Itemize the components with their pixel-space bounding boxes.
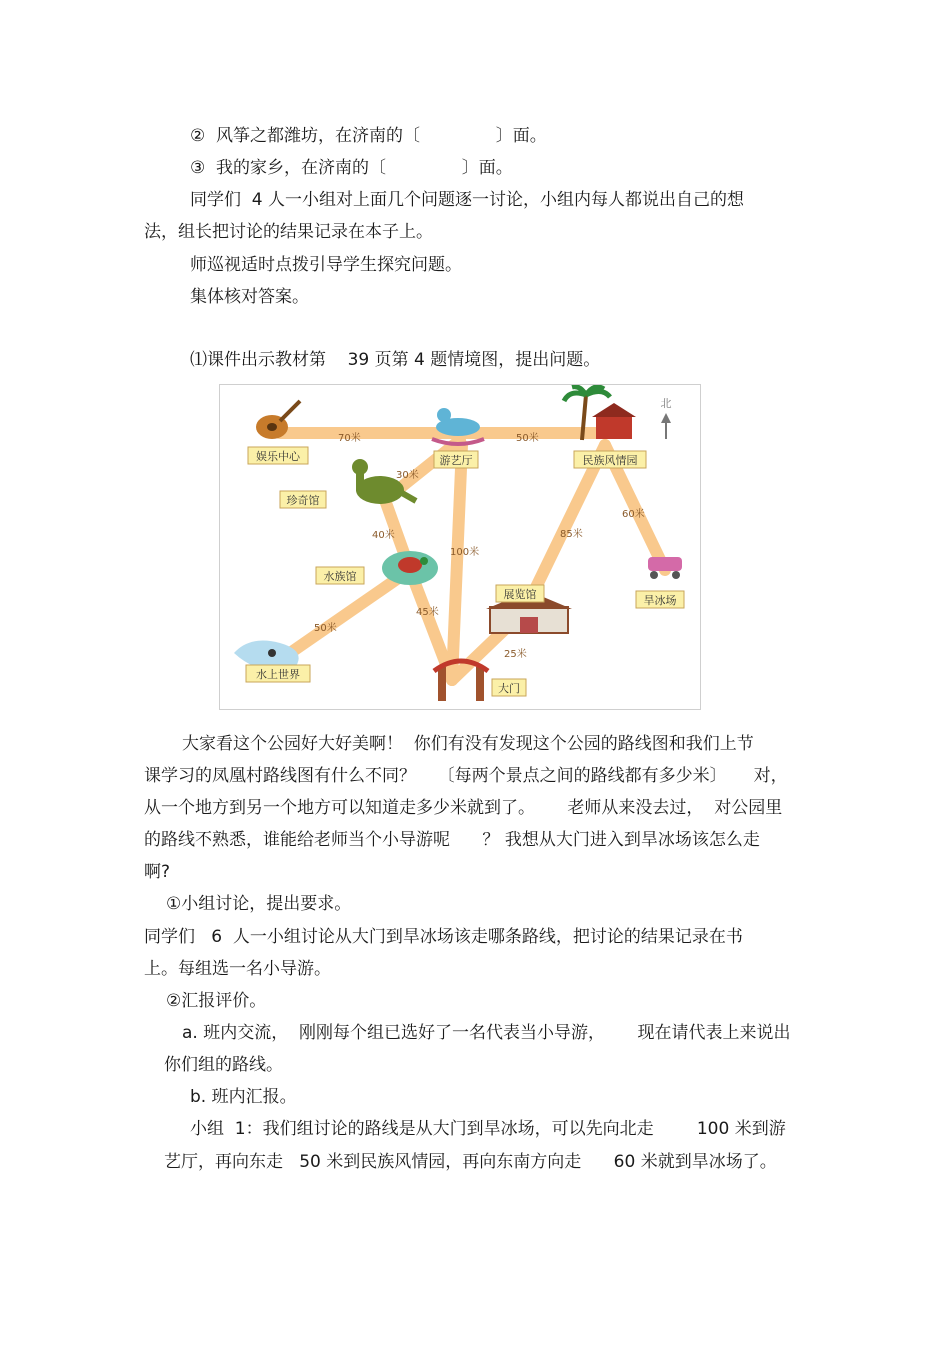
text-line: 啊? [144, 862, 171, 882]
place-label-folk: 民族风情园 [582, 454, 638, 467]
park-route-map-svg [220, 385, 700, 709]
text-line: ② 风筝之都潍坊，在济南的〔 〕面。 [190, 126, 547, 146]
text-line: 法，组长把讨论的结果记录在本子上。 [144, 222, 433, 242]
text-line: 同学们 4 人一小组对上面几个问题逐一讨论，小组内每人都说出自己的想 [190, 190, 745, 210]
distance-label: 100米 [450, 547, 480, 558]
distance-label: 50米 [314, 623, 337, 634]
text-line: 小组 1：我们组讨论的路线是从大门到旱冰场，可以先向北走 100 米到游 [190, 1119, 786, 1139]
text-line: 大家看这个公园好大好美啊！ 你们有没有发现这个公园的路线图和我们上节 [182, 734, 754, 754]
north-arrowhead-icon [661, 413, 671, 423]
text-line: 同学们 6 人一小组讨论从大门到旱冰场该走哪条路线，把讨论的结果记录在书 [144, 927, 743, 947]
place-label-gate: 大门 [498, 682, 520, 695]
place-label-skating: 旱冰场 [643, 594, 677, 607]
place-label-water-world: 水上世界 [256, 668, 300, 681]
place-label-aquarium: 水族馆 [323, 570, 357, 583]
text-line: ②汇报评价。 [166, 991, 267, 1011]
distance-label: 50米 [516, 433, 539, 444]
north-label: 北 [660, 397, 672, 410]
text-line: 你们组的路线。 [164, 1055, 283, 1075]
text-line: ①小组讨论，提出要求。 [166, 894, 352, 914]
distance-label: 40米 [372, 530, 395, 541]
text-line: ③ 我的家乡，在济南的〔 〕面。 [190, 158, 513, 178]
distance-label: 60米 [622, 509, 645, 520]
text-line: 的路线不熟悉，谁能给老师当个小导游呢 ？ 我想从大门进入到旱冰场该怎么走 [144, 830, 760, 850]
text-line: ⑴课件出示教材第 39 页第 4 题情境图，提出问题。 [190, 350, 601, 370]
place-label-curio: 珍奇馆 [286, 494, 320, 507]
distance-label: 70米 [338, 433, 361, 444]
place-label-exhibition: 展览馆 [503, 588, 537, 601]
place-label-entertainment: 娱乐中心 [256, 450, 300, 463]
text-line: 课学习的凤凰村路线图有什么不同？ 〔每两个景点之间的路线都有多少米〕 对， [144, 766, 788, 786]
text-line: 艺厅，再向东走 50 米到民族风情园，再向东南方向走 60 米就到旱冰场了。 [164, 1152, 777, 1172]
text-line: 师巡视适时点拨引导学生探究问题。 [190, 255, 462, 275]
turtle-pond-icon [382, 551, 438, 585]
park-route-map [219, 384, 701, 710]
text-line: b. 班内汇报。 [190, 1087, 297, 1107]
distance-label: 45米 [416, 607, 439, 618]
place-label-arcade: 游艺厅 [439, 454, 473, 467]
distance-label: 85米 [560, 529, 583, 540]
distance-label: 25米 [504, 649, 527, 660]
road-arcade-gate [452, 445, 462, 680]
distance-label: 30米 [396, 470, 419, 481]
text-line: a. 班内交流， 刚刚每个组已选好了一名代表当小导游， 现在请代表上来说出 [182, 1023, 791, 1043]
text-line: 集体核对答案。 [190, 287, 309, 307]
text-line: 上。每组选一名小导游。 [144, 959, 331, 979]
text-line: 从一个地方到另一个地方可以知道走多少米就到了。 老师从来没去过， 对公园里 [144, 798, 783, 818]
